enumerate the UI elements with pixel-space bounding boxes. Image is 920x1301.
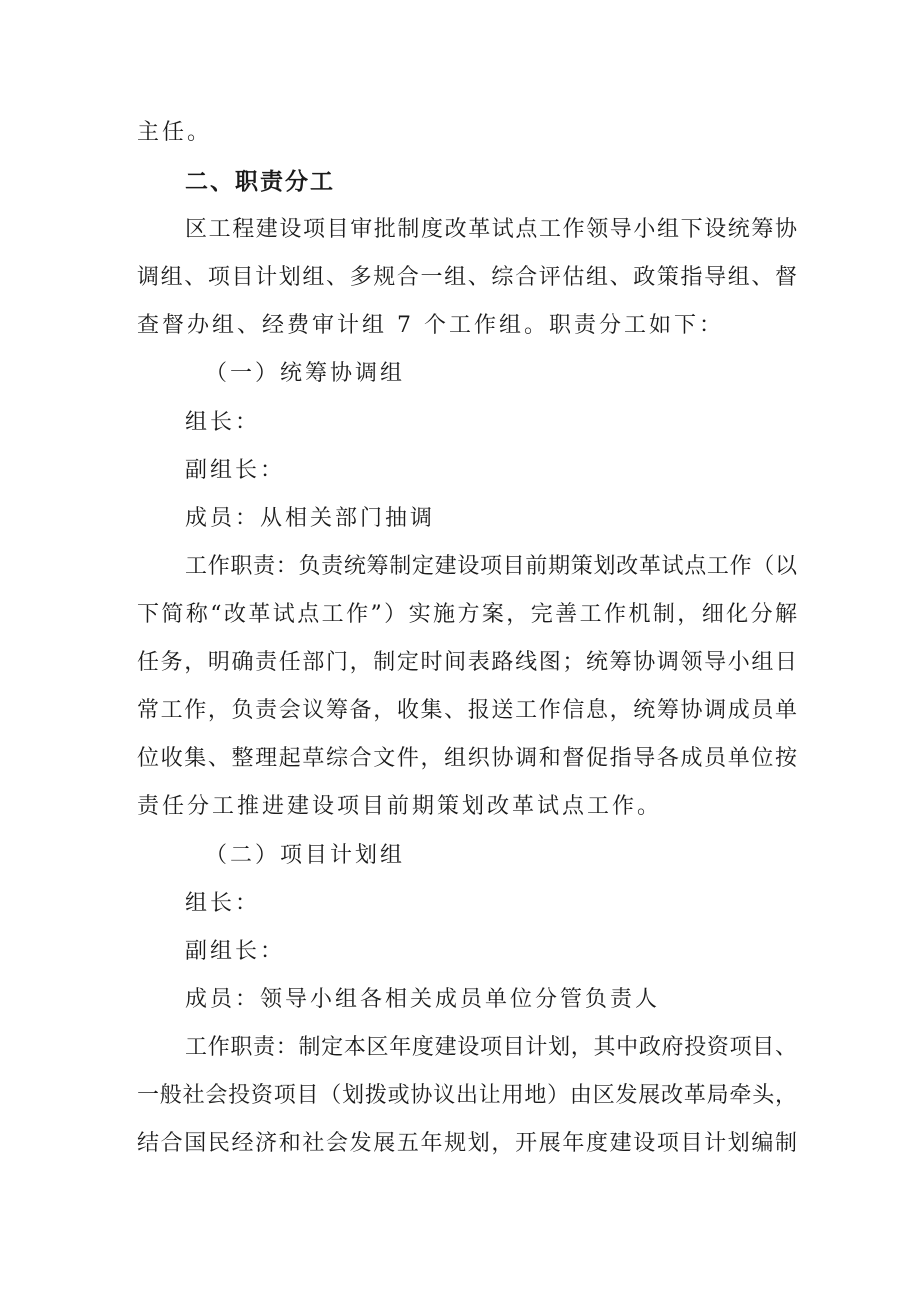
paragraph-line: 工作职责：负责统筹制定建设项目前期策划改革试点工作（以 bbox=[185, 554, 797, 579]
field-deputy-leader: 副组长： bbox=[185, 458, 286, 483]
paragraph-line: 一般社会投资项目（划拨或协议出让用地）由区发展改革局牵头， bbox=[137, 1083, 797, 1108]
subsection-heading: （二）项目计划组 bbox=[205, 843, 406, 868]
paragraph-line: 区工程建设项目审批制度改革试点工作领导小组下设统筹协 bbox=[185, 217, 797, 242]
paragraph-line: 工作职责：制定本区年度建设项目计划，其中政府投资项目、 bbox=[185, 1035, 797, 1060]
paragraph-line: 常工作，负责会议筹备，收集、报送工作信息，统筹协调成员单 bbox=[137, 698, 797, 723]
field-deputy-leader: 副组长： bbox=[185, 939, 286, 964]
paragraph-line: 任务，明确责任部门，制定时间表路线图；统筹协调领导小组日 bbox=[137, 650, 797, 675]
paragraph-line: 调组、项目计划组、多规合一组、综合评估组、政策指导组、督 bbox=[137, 265, 797, 290]
text-line-continuation: 主任。 bbox=[137, 120, 213, 145]
paragraph-line: 责任分工推进建设项目前期策划改革试点工作。 bbox=[137, 794, 663, 819]
paragraph-line: 结合国民经济和社会发展五年规划，开展年度建设项目计划编制 bbox=[137, 1131, 797, 1156]
paragraph-line: 下简称“改革试点工作”）实施方案，完善工作机制，细化分解 bbox=[137, 602, 797, 627]
subsection-heading: （一）统筹协调组 bbox=[205, 361, 406, 386]
paragraph-line: 位收集、整理起草综合文件，组织协调和督促指导各成员单位按 bbox=[137, 746, 797, 771]
field-leader: 组长： bbox=[185, 410, 261, 435]
field-members: 成员：领导小组各相关成员单位分管负责人 bbox=[185, 987, 661, 1012]
field-leader: 组长： bbox=[185, 891, 261, 916]
field-members: 成员：从相关部门抽调 bbox=[185, 506, 436, 531]
section-heading: 二、职责分工 bbox=[185, 169, 335, 195]
paragraph-line: 查督办组、经费审计组 7 个工作组。职责分工如下： bbox=[137, 313, 724, 338]
